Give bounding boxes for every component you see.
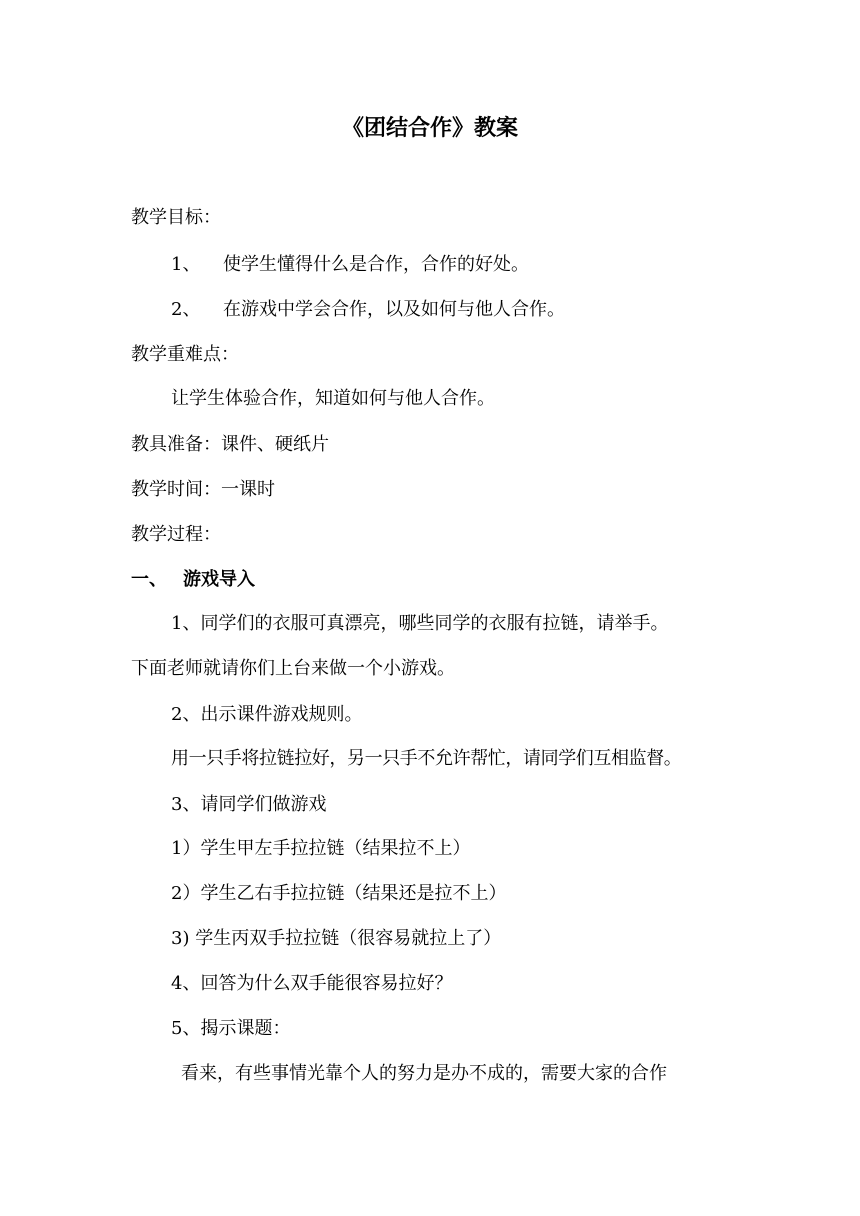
- document-title: 《团结合作》教案: [341, 116, 518, 141]
- paragraph-1b: 下面老师就请你们上台来做一个小游戏。: [131, 658, 455, 679]
- part-1-number: 一、: [131, 569, 167, 590]
- objectives-heading: 教学目标：: [131, 207, 221, 228]
- process-heading: 教学过程：: [131, 524, 221, 545]
- objective-2: [171, 297, 565, 323]
- materials-line: 教具准备：课件、硬纸片: [131, 434, 329, 455]
- paragraph-4: 3、请同学们做游戏: [171, 794, 327, 815]
- paragraph-7: 看来，有些事情光靠个人的努力是办不成的，需要大家的合作: [181, 1063, 667, 1084]
- paragraph-5: 4、回答为什么双手能很容易拉好？: [171, 973, 453, 994]
- objective-2-text: 在游戏中学会合作，以及如何与他人合作。: [223, 299, 565, 320]
- step-1: 1）学生甲左手拉拉链（结果拉不上）: [171, 838, 471, 859]
- paragraph-2: 2、出示课件游戏规则。: [171, 704, 363, 725]
- key-points-text: 让学生体验合作，知道如何与他人合作。: [171, 388, 495, 409]
- time-line: 教学时间：一课时: [131, 479, 275, 500]
- step-3: 3) 学生丙双手拉拉链（很容易就拉上了）: [171, 928, 502, 949]
- step-2: 2）学生乙右手拉拉链（结果还是拉不上）: [171, 883, 507, 904]
- key-points-heading: 教学重难点：: [131, 344, 239, 365]
- part-1-title: 游戏导入: [183, 569, 255, 590]
- paragraph-1a: 1、同学们的衣服可真漂亮，哪些同学的衣服有拉链，请举手。: [171, 613, 669, 634]
- paragraph-6: 5、揭示课题：: [171, 1018, 291, 1039]
- objective-1-number: 1、: [171, 254, 201, 275]
- objective-1-text: 使学生懂得什么是合作，合作的好处。: [223, 254, 529, 275]
- part-1-heading: [131, 567, 255, 593]
- objective-2-number: 2、: [171, 299, 201, 320]
- paragraph-3: 用一只手将拉链拉好，另一只手不允许帮忙，请同学们互相监督。: [171, 748, 682, 769]
- objective-1: [171, 252, 529, 278]
